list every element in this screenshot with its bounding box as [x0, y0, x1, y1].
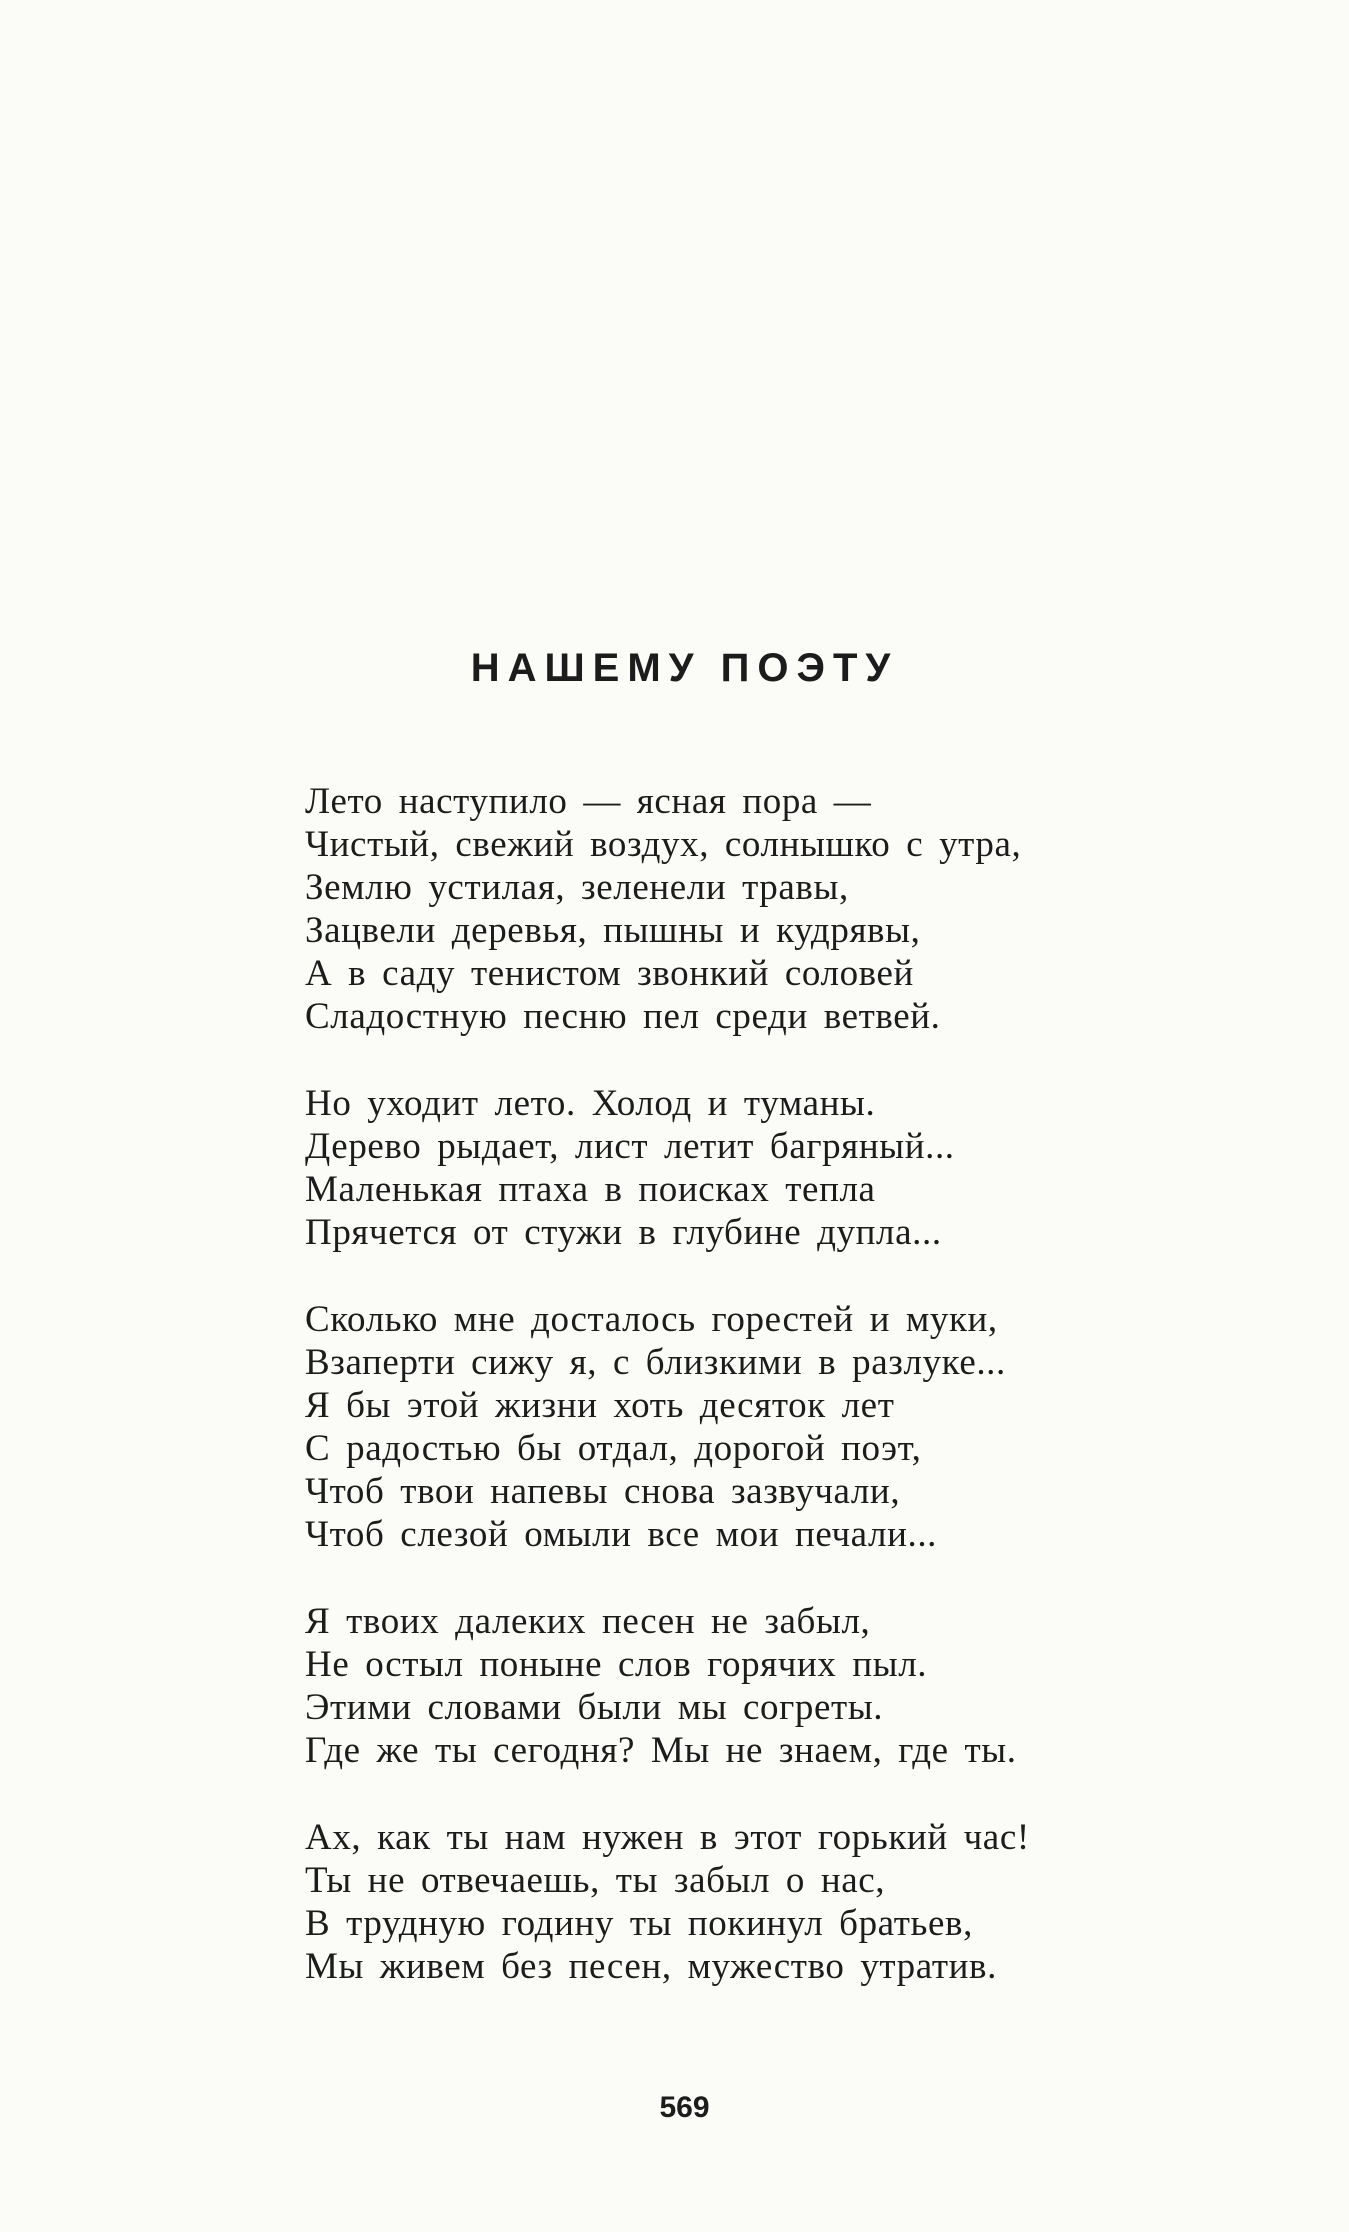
- poem-line: Землю устилая, зеленели травы,: [305, 867, 849, 908]
- poem-title: НАШЕМУ ПОЭТУ: [470, 646, 899, 690]
- poem-line: Мы живем без песен, мужество утратив.: [305, 1946, 997, 1987]
- stanza: [305, 780, 1225, 1038]
- stanza: [305, 1082, 1225, 1254]
- poem-line: Дерево рыдает, лист летит багряный...: [305, 1126, 955, 1167]
- poem-line: Сколько мне досталось горестей и муки,: [305, 1299, 998, 1340]
- poem-line: В трудную годину ты покинул братьев,: [305, 1903, 973, 1944]
- poem-line: Этими словами были мы согреты.: [305, 1687, 884, 1728]
- poem-line: С радостью бы отдал, дорогой поэт,: [305, 1428, 922, 1469]
- stanza: [305, 1298, 1225, 1556]
- poem-line: Лето наступило — ясная пора —: [305, 781, 872, 822]
- poem-line: Маленькая птаха в поисках тепла: [305, 1169, 876, 1210]
- poem-line: Прячется от стужи в глубине дупла...: [305, 1212, 942, 1253]
- poem-line: Взаперти сижу я, с близкими в разлуке...: [305, 1342, 1006, 1383]
- poem-line: Я бы этой жизни хоть десяток лет: [305, 1385, 895, 1426]
- poem-line: Чтоб твои напевы снова зазвучали,: [305, 1471, 901, 1512]
- poem-line: Где же ты сегодня? Мы не знаем, где ты.: [305, 1730, 1017, 1771]
- poem-line: Но уходит лето. Холод и туманы.: [305, 1083, 876, 1124]
- poem-line: Чистый, свежий воздух, солнышко с утра,: [305, 824, 1022, 865]
- poem-line: Не остыл поныне слов горячих пыл.: [305, 1644, 928, 1685]
- poem-line: А в саду тенистом звонкий соловей: [305, 953, 914, 994]
- stanza: [305, 1600, 1225, 1772]
- poem-line: Я твоих далеких песен не забыл,: [305, 1601, 871, 1642]
- poem-line: Ты не отвечаешь, ты забыл о нас,: [305, 1860, 886, 1901]
- stanza: [305, 1816, 1225, 1988]
- poem-line: Сладостную песню пел среди ветвей.: [305, 996, 941, 1037]
- page-number: 569: [659, 2091, 710, 2124]
- poem-line: Ах, как ты нам нужен в этот горький час!: [305, 1817, 1030, 1858]
- poem-body: [305, 780, 1225, 2032]
- poem-line: Зацвели деревья, пышны и кудрявы,: [305, 910, 921, 951]
- poem-line: Чтоб слезой омыли все мои печали...: [305, 1514, 938, 1555]
